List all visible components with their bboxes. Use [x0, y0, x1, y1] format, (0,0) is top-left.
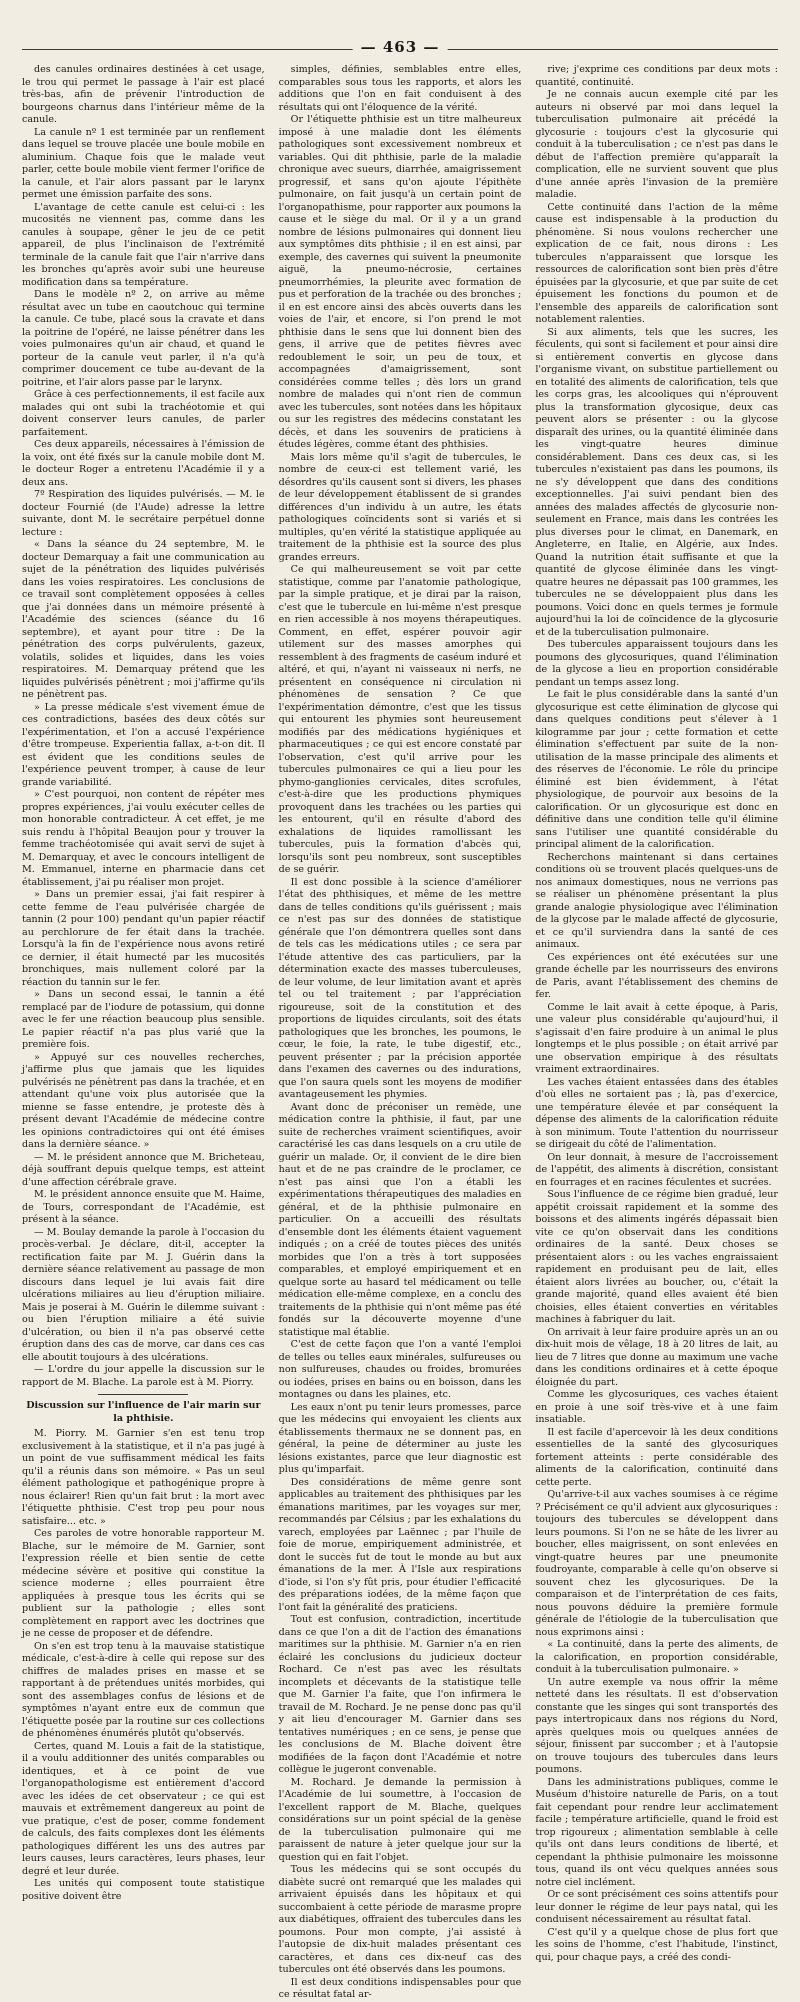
paragraph: » Dans un premier essai, j'ai fait respirer à cette femme de l'eau pulvérisée chargée de tannin (2 pour 100) pendant qu'un papier réactif au perchlorure de fer était dans la trachée. Lorsqu'à la fin de l'expérience nous avons retiré ce dernier, il était humecté par les mucosités bronchiques, mais nullement coloré par la réaction du tannin sur le fer.: [22, 889, 265, 988]
paragraph: simples, définies, semblables entre elles, comparables sous tous les rapports, et alors les additions que l'on en fait conduisent à des résultats qui ont l'éloquence de la vérité.: [278, 64, 522, 113]
paragraph: M. Piorry. M. Garnier s'en est tenu trop exclusivement à la statistique, et il n'a pas jugé à un point de vue suffisamment médical les faits qu'il a réunis dans son mémoire. « Pas un seul élément pathologique et pathogénique propre à nous éclairer! Rien qu'un fait brut : la mort avec l'étiquette phthisie. C'est trop peu pour nous satisfaire... etc. »: [22, 1428, 265, 1527]
paragraph: Le fait le plus considérable dans la santé d'un glycosurique est cette élimination de glycose qui dans quelques conditions peut s'élever à 1 kilogramme par jour ; cette formation et cette élimination s'effectuent par suite de la non-utilisation de la masse principale des aliments et des réserves de l'économie. Le rôle du principe éliminé est bien évidemment, à l'état physiologique, de pourvoir aux besoins de la calorification. Or un glycosurique est donc en définitive dans une condition telle qu'il élimine sans l'utiliser une quantité considérable du principal aliment de la calorification.: [535, 689, 779, 850]
paragraph: M. Rochard. Je demande la permission à l'Académie de lui soumettre, à l'occasion de l'excellent rapport de M. Blache, quelques considérations sur un point spécial de la genèse de la tuberculisation pulmonaire qui me paraissent de nature à jeter quelque jour sur la question qui en fait l'objet.: [278, 1776, 522, 1863]
page-header: [22, 38, 778, 60]
paragraph: Ce qui malheureusement se voit par cette statistique, comme par l'anatomie pathologique, par la simple pratique, et je dirai par la raison, c'est que le tubercule en lui-même n'est presque en rien accessible à nos moyens thérapeutiques. Comment, en effet, espérer pouvoir agir utilement sur des masses amorphes qui ressemblent à des fragments de caséum induré et altéré, et qui, n'ayant ni vaisseaux ni nerfs, ne présentent en conséquence ni circulation ni phénomènes de sensation ? Ce que l'expérimentation démontre, c'est que les tissus qui entourent les phymies sont heureusement modifiés par des médications hygiéniques et pharmaceutiques ; ce qui est encore constaté par l'observation, c'est qu'il arrive pour les tubercules pulmonaires ce qui a lieu pour les phymo-ganglionies cervicales, dites scrofules, c'est-à-dire que les productions phymiques provoquent dans les trachées ou les parties qui les entourent, qu'il en résulte d'abord des exhalations de liquides ramollissant les tubercules, puis la formation d'abcès qui, lorsqu'ils sont peu nombreux, sont susceptibles de se guérir.: [278, 564, 522, 875]
paragraph: Qu'arrive-t-il aux vaches soumises à ce régime ? Précisément ce qu'il advient aux glycosuriques : toujours des tubercules se développent dans leurs poumons. Si l'on ne se hâte de les livrer au boucher, elles maigrissent, on sont enlevées en vingt-quatre heures par une pneumonite foudroyante, comparable à celle qu'on observe si souvent chez les glycosuriques. De la comparaison et de l'interprétation de ces faits, nous pouvons déduire la première formule générale de l'étiologie de la tuberculisation que nous exprimons ainsi :: [535, 1489, 779, 1638]
paragraph: On arrivait à leur faire produire après un an ou dix-huit mois de vêlage, 18 à 20 litres de lait, au lieu de 7 litres que donne au maximum une vache dans les conditions ordinaires et à cette époque éloignée du part.: [535, 1326, 779, 1388]
paragraph: — M. le président annonce que M. Bricheteau, déjà souffrant depuis quelque temps, est atteint d'une affection cérébrale grave.: [22, 1151, 265, 1188]
paragraph: Les unités qui composent toute statistique positive doivent être: [22, 1878, 265, 1902]
paragraph: Grâce à ces perfectionnements, il est facile aux malades qui ont subi la trachéotomie et qui doivent conserver leurs canules, de parler parfaitement.: [22, 389, 265, 438]
paragraph: Comme les glycosuriques, ces vaches étaient en proie à une soif très-vive et à une faim insatiable.: [535, 1389, 779, 1425]
paragraph: Ces paroles de votre honorable rapporteur M. Blache, sur le mémoire de M. Garnier, sont l'expression réelle et bien sentie de cette médecine sévère et positive qui constitue la science moderne ; elles pourraient être appliquées à presque tous les écrits qui se publient sur la pathologie ; elles sont complètement en rapport avec les doctrines que je ne cesse de proposer et de défendre.: [22, 1528, 265, 1639]
paragraph: Des tubercules apparaissent toujours dans les poumons des glycosuriques, quand l'élimination de la glycose a lieu en proportion considérable pendant un temps assez long.: [535, 639, 779, 688]
paragraph: Comme le lait avait à cette époque, à Paris, une valeur plus considérable qu'aujourd'hui, il s'agissait d'en faire produire à un animal le plus longtemps et le plus possible ; on était arrivé par une observation empirique à des résultats vraiment extraordinaires.: [535, 1001, 779, 1075]
column-right: [535, 64, 779, 1963]
paragraph: Ces expériences ont été exécutées sur une grande échelle par les nourrisseurs des environs de Paris, avant l'établissement des chemins de fer.: [535, 951, 779, 1000]
paragraph: Cette continuité dans l'action de la même cause est indispensable à la production du phénomène. Si nous voulons rechercher une explication de ce fait, nous dirons : Les tubercules n'apparaissent que lorsque les ressources de calorification sont bien près d'être épuisées par la glycosurie, et que par suite de cet épuisement les fonctions du poumon et de l'ensemble des appareils de calorification sont notablement ralenties.: [535, 201, 779, 325]
paragraph: rive; j'exprime ces conditions par deux mots : quantité, continuité.: [535, 64, 779, 88]
paragraph: C'est de cette façon que l'on a vanté l'emploi de telles ou telles eaux minérales, sulfureuses ou non sulfureuses, chaudes ou froides, bromurées ou iodées, prises en bains ou en boisson, dans les montagnes ou dans les plaines, etc.: [278, 1339, 522, 1400]
paragraph: « Dans la séance du 24 septembre, M. le docteur Demarquay a fait une communication au sujet de la pénétration des liquides pulvérisés dans les voies respiratoires. Les conclusions de ce travail sont complètement opposées à celles que j'ai données dans un mémoire présenté à l'Académie des sciences (séance du 16 septembre), et ayant pour titre : De la pénétration des corps pulvérulents, gazeux, volatils, solides et liquides, dans les voies respiratoires. M. Demarquay prétend que les liquides pulvérisés pénètrent ; moi j'affirme qu'ils ne pénètrent pas.: [22, 539, 265, 700]
paragraph: Il est facile d'apercevoir là les deux conditions essentielles de la santé des glycosuriques fortement atteints : perte considérable des aliments de la calorification, continuité dans cette perte.: [535, 1426, 779, 1488]
paragraph: Si aux aliments, tels que les sucres, les féculents, qui sont si facilement et pour ainsi dire si entièrement convertis en glycose dans l'organisme vivant, on substitue partiellement ou en totalité des aliments de calorification, tels que les corps gras, les alcooliques qui n'éprouvent plus la transformation glycosique, deux cas peuvent alors se présenter : ou la glycose disparaît des urines, ou la quantité éliminée dans les vingt-quatre heures diminue considérablement. Dans ces deux cas, si les tubercules n'existaient pas dans les poumons, ils ne s'y développent que dans des conditions exceptionnelles. J'ai suivi pendant bien des années des malades affectés de glycosurie non-seulement en France, mais dans les contrées les plus diverses pour le climat, en Danemark, en Angleterre, en Italie, en Algérie, aux Indes. Quand la nutrition était suffisante et que la quantité de glycose éliminée dans les vingt-quatre heures ne dépassait pas 100 grammes, les tubercules ne se développaient plus dans les poumons. Voici donc en quels termes je formule aujourd'hui la loi de coïncidence de la glycosurie et de la tuberculisation pulmonaire.: [535, 326, 779, 638]
paragraph: Dans le modèle nº 2, on arrive au même résultat avec un tube en caoutchouc qui termine la canule. Ce tube, placé sous la cravate et dans la poitrine de l'opéré, ne laisse pénétrer dans les voies pulmonaires qu'un air chaud, et quand le porteur de la canule veut parler, il n'a qu'à comprimer doucement ce tube au-devant de la poitrine, et l'air alors passe par le larynx.: [22, 289, 265, 388]
paragraph: — L'ordre du jour appelle la discussion sur le rapport de M. Blache. La parole est à M. Piorry.: [22, 1364, 265, 1388]
section-divider: [98, 1394, 188, 1395]
paragraph: Avant donc de préconiser un remède, une médication contre la phthisie, il faut, par une suite de recherches vraiment scientifiques, avoir caractérisé les cas dans lesquels on a cru utile de guérir un malade. Or, il convient de le dire bien haut et de ne pas craindre de le proclamer, ce n'est pas ainsi que l'on a établi les expérimentations thérapeutiques des maladies en général, et de la phthisie pulmonaire en particulier. On a accueilli des résultats d'ensemble dont les éléments étaient vaguement indiqués ; on a créé de toutes pièces des unités morbides que l'on a très à tort supposées comparables, et employé empiriquement et en quelque sorte au hasard tel médicament ou telle médication elle-même complexe, en a conclu des traitements de la phthisie qui n'ont même pas été fondés sur la découverte moyenne d'une statistique mal établie.: [278, 1101, 522, 1338]
paragraph: Or l'étiquette phthisie est un titre malheureux imposé à une maladie dont les éléments pathologiques sont excessivement nombreux et variables. Qui dit phthisie, parle de la maladie chronique avec sueurs, diarrhée, amaigrissement progressif, et sans qu'on ajoute l'épithète pulmonaire, on fait jusqu'à un certain point de l'organopathisme, pour rapporter aux poumons la cause et le siège du mal. Or il y a un grand nombre de lésions pulmonaires qui donnent lieu aux symptômes dits phthisie ; il en est ainsi, par exemple, des cavernes qui suivent la pneumonite aiguë, la pneumo-nécrosie, certaines pneumorrhémies, la pleurite avec formation de pus et perforation de la trachée ou des bronches ; il en est encore ainsi des abcès ouverts dans les voies de l'air, et encore, si l'on prend le mot phthisie dans le sens que lui donnent bien des gens, il arrive que de petites fièvres avec redoublement le soir, un peu de toux, et accompagnées d'amaigrissement, sont considérées comme telles ; dès lors un grand nombre de malades qui n'ont rien de commun avec les tubercules, sont notées dans les hôpitaux ou sur les registres des médecins constatant les décès, et dans les souvenirs de praticiens à études légères, comme étant des phthisies.: [278, 114, 522, 450]
paragraph: — M. Boulay demande la parole à l'occasion du procès-verbal. Je déclare, dit-il, accepter la rectification faite par M. J. Guérin dans la dernière séance relativement au passage de mon discours dans lequel je lui avais fait dire ulcérations miliaires au lieu d'éruption miliaire. Mais je poserai à M. Guérin le dilemme suivant : ou bien l'éruption miliaire a été suivie d'ulcération, ou bien il n'a pas observé cette éruption dans des cas de morve, car dans ces cas elle aboutit toujours à des ulcérations.: [22, 1226, 265, 1363]
paragraph: des canules ordinaires destinées à cet usage, le trou qui permet le passage à l'air est placé très-bas, afin de prévenir l'introduction de bourgeons charnus dans l'intérieur même de la canule.: [22, 64, 265, 125]
paragraph: C'est qu'il y a quelque chose de plus fort que les soins de l'homme, c'est l'habitude, l'instinct, qui, pour chaque pays, a créé des condi-: [535, 1926, 779, 1963]
paragraph: L'avantage de cette canule est celui-ci : les mucosités ne viennent pas, comme dans les canules à soupape, gêner le jeu de ce petit appareil, de plus l'inclinaison de l'extrémité terminale de la canule fait que l'air n'arrive dans les bronches qu'après avoir subi une heureuse modification dans sa température.: [22, 201, 265, 288]
paragraph: Dans les administrations publiques, comme le Muséum d'histoire naturelle de Paris, on a tout fait cependant pour rendre leur acclimatement facile ; température artificielle, quand le froid est trop rigoureux ; alimentation semblable à celle qu'ils ont dans leurs conditions de liberté, et cependant la phthisie pulmonaire les moissonne tous, quand ils ont vécu quelques années sous notre ciel inclément.: [535, 1776, 779, 1888]
paragraph: Tous les médecins qui se sont occupés du diabète sucré ont remarqué que les malades qui arrivaient épuisés dans les hôpitaux et qui succombaient à cette période de marasme propre aux diabétiques, offraient des tubercules dans les poumons. Pour mon compte, j'ai assisté à l'autopsie de dix-huit malades présentant ces caractères, et dans ces dix-neuf cas des tubercules ont été observés dans les poumons.: [278, 1864, 522, 1975]
page-number: — 463 —: [353, 38, 448, 56]
column-middle: [278, 64, 522, 2000]
paragraph: » La presse médicale s'est vivement émue de ces contradictions, basées des deux côtés sur l'expérimentation, et l'on a accusé l'expérience d'être trompeuse. Experientia fallax, a-t-on dit. Il est évident que les conditions seules de l'expérience peuvent tromper, à cause de leur grande variabilité.: [22, 701, 265, 788]
paragraph: On leur donnait, à mesure de l'accroissement de l'appétit, des aliments à discrétion, consistant en fourrages et en racines féculentes et sucrées.: [535, 1151, 779, 1188]
paragraph: Un autre exemple va nous offrir la même netteté dans les résultats. Il est d'observation constante que les singes qui sont transportés des pays intertropicaux dans nos régions du Nord, après quelques mois ou quelques années de séjour, finissent par succomber ; et à l'autopsie on trouve toujours des tubercules dans leurs poumons.: [535, 1676, 779, 1775]
paragraph: Je ne connais aucun exemple cité par les auteurs ni observé par moi dans lequel la tuberculisation pulmonaire ait précédé la glycosurie : toujours c'est la glycosurie qui conduit à la tuberculisation ; ce n'est pas dans le début de l'affection première qu'apparaît la complication, elle ne survient souvent que plus d'une année après l'invasion de la première maladie.: [535, 89, 779, 200]
paragraph: Certes, quand M. Louis a fait de la statistique, il a voulu additionner des unités comparables ou identiques, et à ce point de vue l'organopathologisme est entièrement d'accord avec les idées de cet observateur ; ce qui est mauvais et extrêmement dangereux au point de vue pratique, c'est de poser, comme fondement de calculs, des faits complexes dont les éléments pathologiques différent les uns des autres par leurs causes, leurs caractères, leurs phases, leur degré et leur durée.: [22, 1740, 265, 1877]
paragraph: Les eaux n'ont pu tenir leurs promesses, parce que les médecins qui envoyaient les clients aux établissements thermaux ne se donnent pas, en général, la peine de déterminer au juste les lésions existantes, parce que leur diagnostic est plus qu'imparfait.: [278, 1401, 522, 1475]
paragraph: La canule nº 1 est terminée par un renflement dans lequel se trouve placée une boule mobile en aluminium. Chaque fois que le malade veut parler, cette boule mobile vient fermer l'orifice de la canule, et l'air alors passant par le larynx permet une émission parfaite des sons.: [22, 126, 265, 200]
paragraph: Recherchons maintenant si dans certaines conditions où se trouvent placés quelques-uns de nos animaux domestiques, nous ne verrions pas se réaliser un phénomène présentant la plus grande analogie physiologique avec l'élimination de la glycose par le malade affecté de glycosurie, et ce qu'il surviendra dans la santé de ces animaux.: [535, 851, 779, 950]
text-columns: [22, 64, 779, 2000]
paragraph: Il est donc possible à la science d'améliorer l'état des phthisiques, et même de les mettre dans de telles conditions qu'ils guérissent ; mais ce n'est pas sur des données de statistique générale que l'on démontrera quelles sont dans de tels cas les médications utiles ; ce sera par l'étude attentive des cas particuliers, par la détermination exacte des masses tuberculeuses, de leur volume, de leur limitation avant et après tel ou tel traitement ; par l'appréciation rigoureuse, soit de la constitution et des proportions de liquides circulants, soit des états pathologiques que les bronches, les poumons, le cœur, le foie, la rate, le tube digestif, etc., peuvent présenter ; par la précision apportée dans l'examen des cavernes ou des indurations, que l'on saura quels sont les moyens de modifier avantageusement les phymies.: [278, 876, 522, 1100]
section-title: Discussion sur l'influence de l'air marin sur la phthisie.: [26, 1400, 261, 1424]
paragraph: 7º Respiration des liquides pulvérisés. — M. le docteur Fournié (de l'Aude) adresse la lettre suivante, dont M. le secrétaire perpétuel donne lecture :: [22, 489, 265, 538]
paragraph: » Appuyé sur ces nouvelles recherches, j'affirme plus que jamais que les liquides pulvérisés ne pénètrent pas dans la trachée, et en attendant qu'une voix plus autorisée que la mienne se fasse entendre, je proteste dès à présent devant l'Académie de médecine contre les opinions contradictoires qui ont été émises dans la dernière séance. »: [22, 1051, 265, 1150]
paragraph: M. le président annonce ensuite que M. Haime, de Tours, correspondant de l'Académie, est présent à la séance.: [22, 1189, 265, 1225]
paragraph: » Dans un second essai, le tannin a été remplacé par de l'iodure de potassium, qui donne avec le fer une réaction beaucoup plus sensible. Le papier réactif n'a pas plus varié que la première fois.: [22, 989, 265, 1050]
paragraph: Mais lors même qu'il s'agit de tubercules, le nombre de ceux-ci est tellement varié, les désordres qu'ils causent sont si divers, les phases de leur développement établissent de si grandes différences d'un individu à un autre, les états pathologiques coïncidents sont si variés et si multiples, qu'en vérité la statistique appliquée au traitement de la phthisie est la source des plus grandes erreurs.: [278, 451, 522, 563]
paragraph: Les vaches étaient entassées dans des étables d'où elles ne sortaient pas ; là, pas d'exercice, une température élevée et par conséquent la dépense des aliments de la calorification réduite à son minimum. Toute l'attention du nourrisseur se dirigeait du côté de l'alimentation.: [535, 1076, 779, 1150]
paragraph: Des considérations de même genre sont applicables au traitement des phthisiques par les émanations maritimes, par les voyages sur mer, recommandés par Célsius ; par les exhalations du varech, employées par Laënnec ; par l'huile de foie de morue, empiriquement administrée, et dont le succès fut de tout le monde au but aux émanations de la mer. À l'Isle aux respirations d'iode, si l'on s'y fût pris, pour étudier l'efficacité des préparations iodées, de la même façon que l'ont fait la généralité des praticiens.: [278, 1476, 522, 1613]
paragraph: Tout est confusion, contradiction, incertitude dans ce que l'on a dit de l'action des émanations maritimes sur la phthisie. M. Garnier n'a en rien éclairé les conclusions du judicieux docteur Rochard. Ce n'est pas avec les résultats incomplets et décevants de la statistique telle que M. Garnier l'a faite, que l'on infirmera le travail de M. Rochard. Je ne pense donc pas qu'il y ait lieu d'encourager M. Garnier dans ses tentatives numériques ; en ce sens, je pense que les conclusions de M. Blache doivent être modifiées de la façon dont l'Académie et notre collègue le jugeront convenable.: [278, 1614, 522, 1775]
paragraph: Il est deux conditions indispensables pour que ce résultat fatal ar-: [278, 1976, 522, 2000]
paragraph: » C'est pourquoi, non content de répéter mes propres expériences, j'ai voulu exécuter celles de mon honorable contradicteur. À cet effet, je me suis rendu à l'hôpital Beaujon pour y trouver la femme trachéotomisée qui avait servi de sujet à M. Demarquay, et avec le concours intelligent de M. Emmanuel, interne en pharmacie dans cet établissement, j'ai pu réaliser mon projet.: [22, 789, 265, 888]
paragraph: Ces deux appareils, nécessaires à l'émission de la voix, ont été fixés sur la canule mobile dont M. le docteur Roger a entretenu l'Académie il y a deux ans.: [22, 439, 265, 488]
paragraph: Sous l'influence de ce régime bien gradué, leur appétit croissait rapidement et la somme des boissons et des aliments ingérés dépassait bien vite ce qu'on observait dans les conditions ordinaires de la santé. Deux choses se présentaient alors : ou les vaches engraissaient rapidement en produisant peu de lait, elles étaient alors livrées au boucher, ou, c'était la grande majorité, quand elles avaient été bien choisies, elles étaient converties en véritables machines à fabriquer du lait.: [535, 1189, 779, 1325]
column-left: [22, 64, 265, 1902]
paragraph: « La continuité, dans la perte des aliments, de la calorification, en proportion considérable, conduit à la tuberculisation pulmonaire. »: [535, 1639, 779, 1675]
paragraph: Or ce sont précisément ces soins attentifs pour leur donner le régime de leur pays natal, qui les conduisent nécessairement au résultat fatal.: [535, 1889, 779, 1925]
paragraph: On s'en est trop tenu à la mauvaise statistique médicale, c'est-à-dire à celle qui repose sur des chiffres de malades prises en masse et se rapportant à de prétendues unités morbides, qui sont des assemblages confus de lésions et de symptômes n'ayant entre eux de commun que l'étiquette posée par la routine sur ces collections de phénomènes énumérés plutôt qu'observés.: [22, 1640, 265, 1739]
